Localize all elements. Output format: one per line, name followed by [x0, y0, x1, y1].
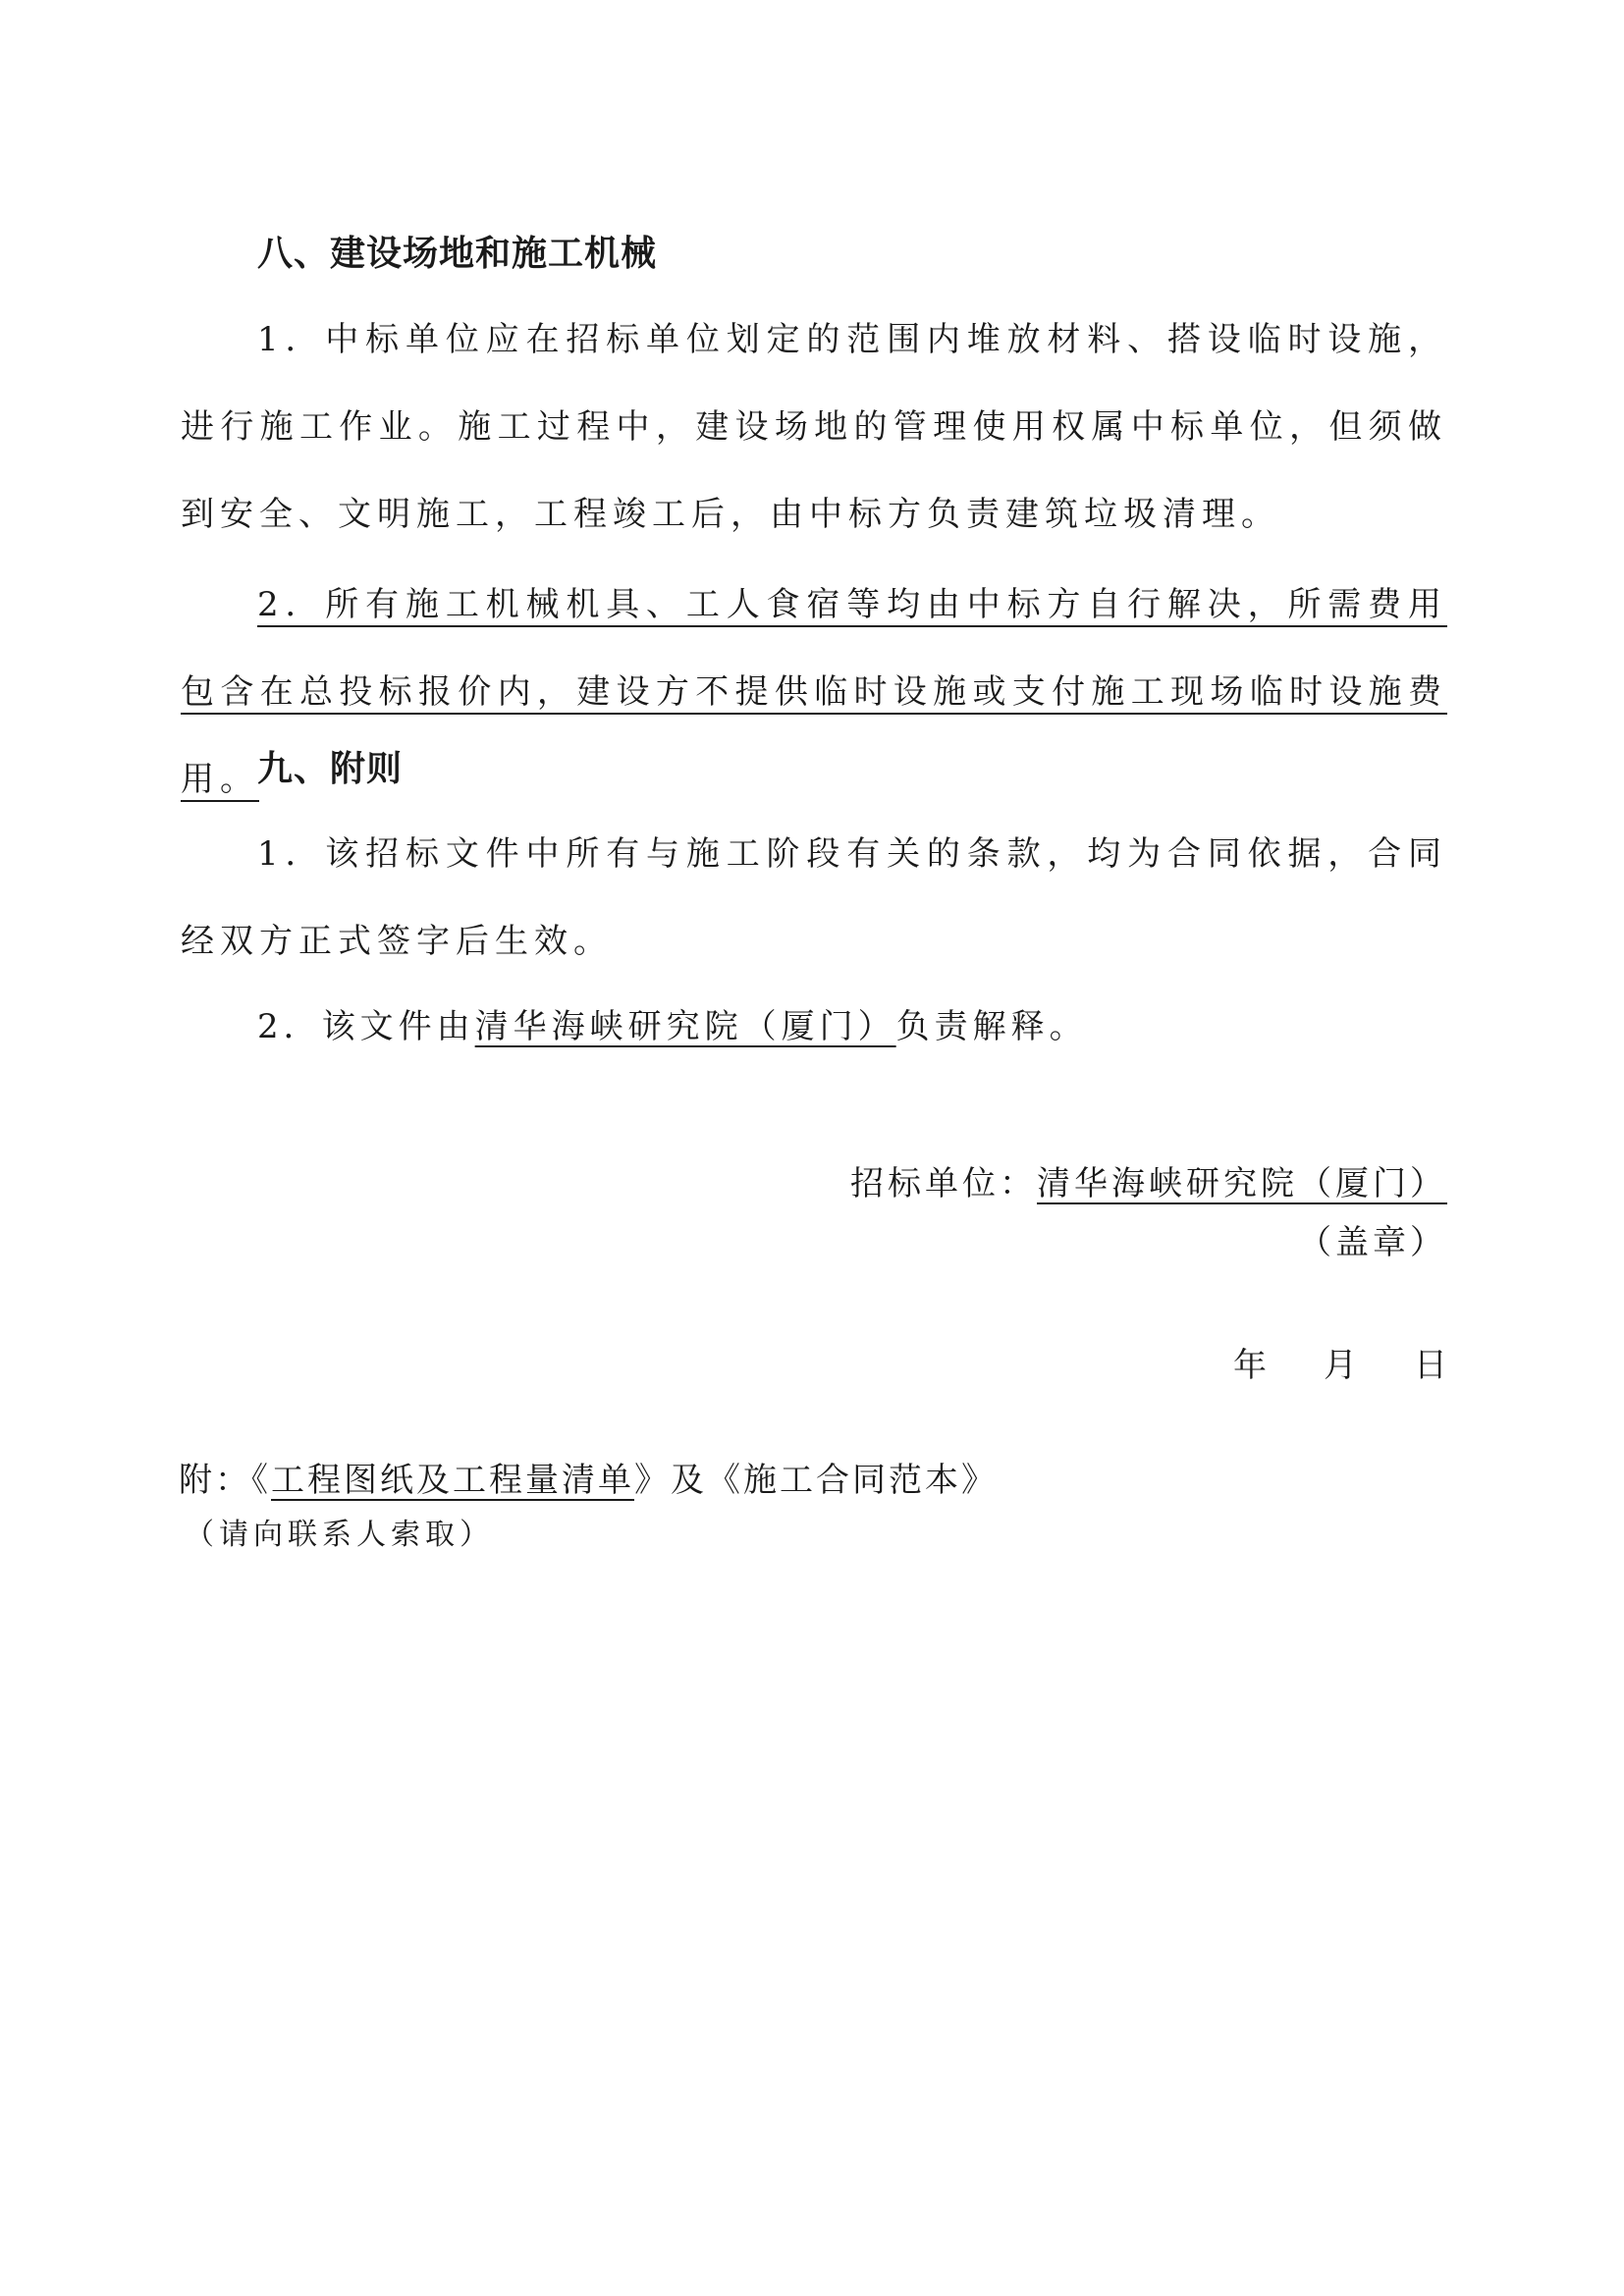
- date-year: 年: [1233, 1346, 1267, 1385]
- item-2-prefix: 2．该文件由: [257, 1007, 475, 1046]
- date-month: 月: [1324, 1346, 1357, 1385]
- section-8-item-1: 1．中标单位应在招标单位划定的范围内堆放材料、搭设临时设施，进行施工作业。施工过程中，建设场地的管理使用权属中标单位，但须做到安全、文明施工，工程竣工后，由中标方负责建筑垃圾清理。: [181, 320, 1447, 534]
- item-2-suffix: 负责解释。: [895, 1007, 1088, 1046]
- attachment-line: [179, 1453, 998, 1501]
- attachment-note: （请向联系人索取）: [185, 1518, 494, 1552]
- section-8-item-2: 2．所有施工机械机具、工人食宿等均由中标方自行解决，所需费用包含在总投标报价内，建设方不提供临时设施或支付施工现场临时设施费用。: [181, 585, 1447, 799]
- date-line: [1176, 1338, 1447, 1386]
- seal-note: （盖章）: [1298, 1223, 1447, 1262]
- attachment-prefix: 附：《: [179, 1461, 271, 1500]
- date-day: 日: [1414, 1346, 1447, 1385]
- attachment-doc-1: 工程图纸及工程量清单: [271, 1461, 634, 1500]
- signature-line: [850, 1156, 1447, 1204]
- section-9-item-2: [257, 999, 1088, 1047]
- signature-label: 招标单位：: [850, 1164, 1037, 1203]
- attachment-middle: 》及《施工合同范本》: [634, 1461, 998, 1500]
- section-9-heading: 九、附则: [257, 749, 404, 789]
- item-2-organization: 清华海峡研究院（厦门）: [474, 1007, 896, 1046]
- section-8-heading: 八、建设场地和施工机械: [257, 234, 658, 274]
- section-9-item-1: 1．该招标文件中所有与施工阶段有关的条款，均为合同依据，合同经双方正式签字后生效。: [181, 834, 1447, 961]
- signature-organization: 清华海峡研究院（厦门）: [1037, 1164, 1447, 1203]
